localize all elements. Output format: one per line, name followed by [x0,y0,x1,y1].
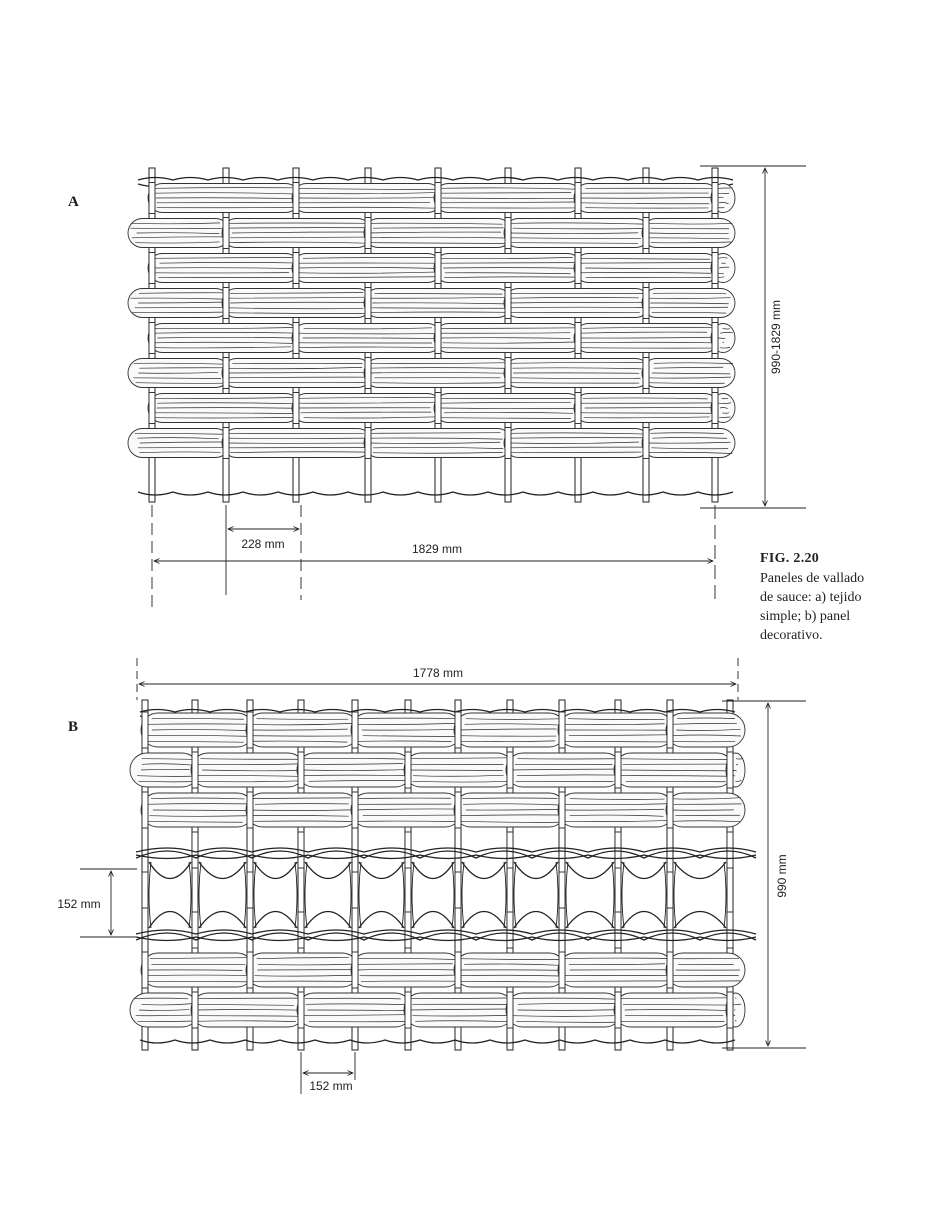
post-segment [247,712,253,748]
post-segment [727,832,733,868]
post-segment [293,253,299,284]
dim-b-band-height: 152 mm [57,897,101,911]
weave-bundle [434,324,582,353]
post-segment [223,358,229,389]
curved-rod [622,862,624,928]
weave-bundle [504,429,650,458]
post-segment [507,832,513,868]
post-segment [505,288,511,319]
post-segment [149,183,155,214]
curved-rod [674,862,676,928]
weave-bundle [148,184,300,213]
weave-bundle [128,429,230,458]
dim-a-width: 1829 mm [411,542,463,556]
curved-rod [622,912,666,929]
weave-bundle [297,993,412,1027]
post-segment [615,752,621,788]
weave-bundle [454,953,566,987]
curved-rod [244,862,246,928]
curved-rod [462,912,506,929]
curved-rod [566,862,614,879]
weave-bundle [130,993,199,1027]
weave-bundle [191,753,305,787]
weave-bundle [504,359,650,388]
dim-b-height: 990 mm [775,854,789,898]
curved-rod [359,862,404,879]
curved-rod [189,862,191,928]
weave-bundle [246,713,359,747]
curved-rod [514,862,558,879]
weave-bundle [222,359,372,388]
post-segment [435,393,441,424]
post-segment [559,712,565,748]
post-segment [365,358,371,389]
post-segment [293,393,299,424]
curved-rod [199,862,201,928]
post-segment [505,358,511,389]
post-segment [435,253,441,284]
post-segment [149,253,155,284]
post-segment [247,872,253,908]
curved-rod [514,862,516,928]
post-segment [142,712,148,748]
post-segment [142,792,148,828]
post-segment [559,952,565,988]
panel-a-label: A [68,194,79,210]
panel-b-label: B [68,719,79,735]
post-segment [559,872,565,908]
post-segment [247,952,253,988]
weave-bundle [191,993,305,1027]
caption-line: decorativo. [760,628,823,643]
weave-bundle [292,184,442,213]
dim-a-post-spacing: 228 mm [241,537,285,551]
weave-bundle [434,254,582,283]
caption-line: de sauce: a) tejido [760,590,862,605]
post-segment [298,992,304,1028]
curved-rod [412,862,454,879]
post-segment [667,872,673,908]
weave-bundle [614,993,734,1027]
post-segment [149,393,155,424]
post-segment [505,428,511,459]
curved-rod [622,862,666,879]
post-segment [405,752,411,788]
post-segment [192,752,198,788]
weave-bundle [128,219,230,248]
post-segment [727,992,733,1028]
post-segment [643,428,649,459]
post-segment [712,183,718,214]
post-segment [727,752,733,788]
weave-bundle [454,713,566,747]
post-segment [455,872,461,908]
curved-rod [664,862,666,928]
post-segment [507,752,513,788]
weave-bundle [148,254,300,283]
post-segment [615,992,621,1028]
post-segment [575,253,581,284]
post-segment [365,218,371,249]
post-segment [575,323,581,354]
weave-bundle [222,289,372,318]
weave-bundle [404,753,514,787]
curved-rod [462,862,506,879]
top-twist-rod [140,710,735,713]
curved-rod [566,862,568,928]
post-segment [192,992,198,1028]
weave-bundle [351,953,462,987]
figure-number: FIG. 2.20 [760,551,820,566]
post-segment [352,872,358,908]
dim-a-height: 990-1829 mm [769,299,783,375]
post-segment [247,792,253,828]
curved-rod [612,862,614,928]
curved-rod [254,912,297,929]
post-segment [192,912,198,948]
weave-bundle [222,429,372,458]
post-segment [575,183,581,214]
post-segment [712,393,718,424]
post-segment [149,323,155,354]
post-segment [405,912,411,948]
post-segment [293,183,299,214]
weave-bundle [364,429,512,458]
weave-bundle [128,289,230,318]
weave-bundle [141,793,254,827]
curved-rod [149,862,191,879]
post-segment [615,832,621,868]
band-rod [136,937,756,941]
panel-b-drawing [130,700,756,1050]
post-segment [352,792,358,828]
decorative-band [136,848,756,941]
post-segment [223,218,229,249]
post-segment [298,912,304,948]
weave-bundle [558,793,674,827]
curved-rod [504,862,506,928]
curved-rod [254,862,256,928]
weave-bundle [506,993,622,1027]
curved-rod [305,862,351,879]
weave-bundle [614,753,734,787]
post-segment [405,992,411,1028]
weave-bundle [642,219,735,248]
post-segment [667,792,673,828]
post-segment [643,288,649,319]
post-segment [559,792,565,828]
post-segment [352,712,358,748]
weave-bundle [364,219,512,248]
band-rod [136,855,756,859]
curved-rod [412,912,454,929]
weave-bundle [130,753,199,787]
post-segment [712,253,718,284]
weave-bundle [642,429,735,458]
weave-bundle [364,289,512,318]
weave-bundle [666,713,745,747]
weave-bundle [454,793,566,827]
weave-bundle [128,359,230,388]
weave-bundle [666,793,745,827]
post-segment [298,752,304,788]
curved-rod [305,862,307,928]
post-segment [575,393,581,424]
dim-b-width: 1778 mm [412,666,464,680]
weave-bundle [148,324,300,353]
post-segment [365,428,371,459]
curved-rod [724,862,726,928]
post-segment [352,952,358,988]
weave-bundle [574,184,719,213]
weave-bundle [351,793,462,827]
curved-rod [149,862,151,928]
curved-rod [452,862,454,928]
curved-rod [305,912,351,929]
weave-bundle [292,394,442,423]
band-rod [136,851,756,858]
curved-rod [149,912,191,929]
weave-bundle [364,359,512,388]
curved-rod [402,862,404,928]
post-segment [293,323,299,354]
curved-rod [462,862,464,928]
curved-rod [566,912,614,929]
band-rod [136,933,756,940]
curved-rod [412,862,414,928]
weave-bundle [506,753,622,787]
weave-bundle [642,359,735,388]
post-segment [192,832,198,868]
curved-rod [359,912,404,929]
weave-bundle [246,953,359,987]
post-segment [507,992,513,1028]
post-segment [505,218,511,249]
post-segment [142,952,148,988]
post-segment [455,712,461,748]
weave-bundle [292,254,442,283]
curved-rod [199,862,246,879]
weave-bundle [222,219,372,248]
dim-b-post-spacing: 152 mm [309,1079,353,1093]
weave-bundle [351,713,462,747]
weave-bundle [404,993,514,1027]
weave-bundle [504,289,650,318]
weave-bundle [434,184,582,213]
post-segment [455,792,461,828]
weave-bundle [292,324,442,353]
post-segment [142,872,148,908]
curved-rod [674,862,726,879]
post-segment [455,952,461,988]
curved-rod [556,862,558,928]
weave-bundle [666,953,745,987]
weave-bundle [574,254,719,283]
weave-bundle [574,394,719,423]
bottom-twist-rod [140,1040,735,1043]
post-segment [223,428,229,459]
post-segment [643,218,649,249]
weave-bundle [574,324,719,353]
weave-bundle [558,953,674,987]
caption-line: simple; b) panel [760,609,851,624]
post-segment [365,288,371,319]
post-segment [223,288,229,319]
weave-bundle [141,713,254,747]
caption-line: Paneles de vallado [760,571,865,586]
weave-bundle [504,219,650,248]
post-segment [712,323,718,354]
weave-bundle [642,289,735,318]
curved-rod [674,912,726,929]
curved-rod [349,862,351,928]
curved-rod [514,912,558,929]
post-segment [435,183,441,214]
weave-bundle [246,793,359,827]
post-segment [667,952,673,988]
weave-bundle [141,953,254,987]
post-segment [643,358,649,389]
weave-bundle [558,713,674,747]
panel-a-drawing [128,168,735,502]
curved-rod [359,862,361,928]
weave-bundle [434,394,582,423]
curved-rod [199,912,246,929]
post-segment [435,323,441,354]
weave-bundle [297,753,412,787]
weave-bundle [148,394,300,423]
curved-rod [254,862,297,879]
curved-rod [295,862,297,928]
post-segment [667,712,673,748]
